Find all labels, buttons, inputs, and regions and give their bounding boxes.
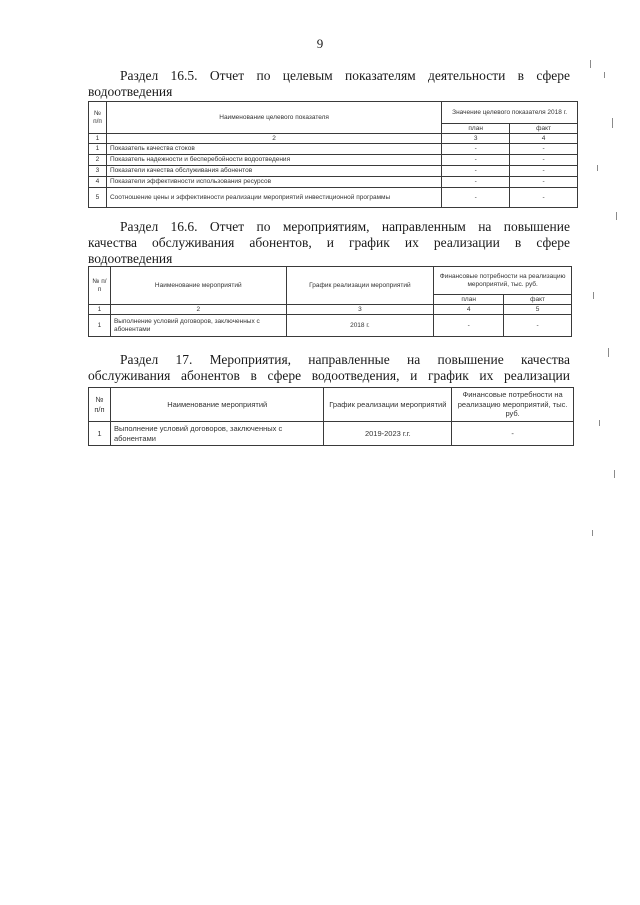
row-name: Соотношение цены и эффективности реализации мероприятий инвестиционной программы <box>106 188 441 208</box>
section-16-6-table <box>88 266 572 337</box>
col-header-num: № п/п <box>89 267 111 305</box>
row-fact: - <box>504 315 572 337</box>
row-plan: - <box>442 155 510 166</box>
section-16-6-heading-line1: Раздел 16.6. Отчет по мероприятиям, направленным на повышение <box>120 219 570 234</box>
section-17-table <box>88 387 574 446</box>
col-header-num: № п/п <box>89 102 107 134</box>
row-name: Показатели качества обслуживания абонентов <box>106 166 441 177</box>
row-fact: - <box>510 177 578 188</box>
row-num: 1 <box>89 144 107 155</box>
row-schedule: 2019-2023 г.г. <box>324 422 452 446</box>
section-16-5-heading-line2: водоотведения <box>88 84 173 99</box>
row-fact: - <box>510 144 578 155</box>
row-plan: - <box>442 188 510 208</box>
row-fact: - <box>510 188 578 208</box>
col-header-schedule: График реализации мероприятий <box>324 388 452 422</box>
col-header-finance-group: Финансовые потребности на реализацию мероприятий, тыс. руб. <box>434 267 572 295</box>
table-row <box>89 188 578 208</box>
index-cell: 2 <box>110 305 286 315</box>
section-16-6-heading-line3: водоотведения <box>88 251 173 266</box>
col-header-value-group: Значение целевого показателя 2018 г. <box>442 102 578 124</box>
row-num: 5 <box>89 188 107 208</box>
row-finance: - <box>452 422 574 446</box>
table-row <box>89 177 578 188</box>
table-row <box>89 315 572 337</box>
row-num: 1 <box>89 422 111 446</box>
col-header-plan: план <box>442 124 510 134</box>
row-num: 1 <box>89 315 111 337</box>
col-header-schedule: График реализации мероприятий <box>286 267 434 305</box>
index-cell: 3 <box>442 134 510 144</box>
row-fact: - <box>510 166 578 177</box>
col-header-plan: план <box>434 295 504 305</box>
col-header-indicator-name: Наименование целевого показателя <box>106 102 441 134</box>
index-cell: 5 <box>504 305 572 315</box>
table-row <box>89 422 574 446</box>
row-plan: - <box>434 315 504 337</box>
row-name: Показатели эффективности использования ресурсов <box>106 177 441 188</box>
row-plan: - <box>442 166 510 177</box>
section-17-heading-line2: обслуживания абонентов в сфере водоотведения, и график их реализации <box>88 368 570 383</box>
col-header-fact: факт <box>504 295 572 305</box>
col-header-measure-name: Наименование мероприятий <box>110 267 286 305</box>
index-cell: 4 <box>510 134 578 144</box>
index-cell: 1 <box>89 305 111 315</box>
row-num: 4 <box>89 177 107 188</box>
row-name: Выполнение условий договоров, заключенных с абонентами <box>110 422 323 446</box>
section-16-5-heading <box>88 68 570 100</box>
section-16-6-heading-line2: качества обслуживания абонентов, и график их реализации в сфере <box>88 235 570 250</box>
row-plan: - <box>442 144 510 155</box>
col-header-fact: факт <box>510 124 578 134</box>
row-plan: - <box>442 177 510 188</box>
col-header-finance: Финансовые потребности на реализацию мероприятий, тыс. руб. <box>452 388 574 422</box>
table-row <box>89 144 578 155</box>
section-16-5-heading-line1: Раздел 16.5. Отчет по целевым показателям деятельности в сфере <box>120 68 570 83</box>
index-row <box>89 305 572 315</box>
row-fact: - <box>510 155 578 166</box>
page-number: 9 <box>316 36 324 51</box>
section-16-6-heading <box>88 219 570 267</box>
index-row <box>89 134 578 144</box>
row-name: Показатель надежности и бесперебойности водоотведения <box>106 155 441 166</box>
index-cell: 2 <box>106 134 441 144</box>
section-17-heading-line1: Раздел 17. Мероприятия, направленные на повышение качества <box>120 352 570 367</box>
section-16-5-table <box>88 101 578 208</box>
index-cell: 1 <box>89 134 107 144</box>
table-row <box>89 166 578 177</box>
col-header-measure-name: Наименование мероприятий <box>110 388 323 422</box>
section-17-heading <box>88 352 570 384</box>
index-cell: 3 <box>286 305 434 315</box>
row-name: Показатель качества стоков <box>106 144 441 155</box>
col-header-num: № п/п <box>89 388 111 422</box>
row-name: Выполнение условий договоров, заключенных с абонентами <box>110 315 286 337</box>
row-num: 3 <box>89 166 107 177</box>
index-cell: 4 <box>434 305 504 315</box>
row-schedule: 2018 г. <box>286 315 434 337</box>
table-row <box>89 155 578 166</box>
row-num: 2 <box>89 155 107 166</box>
